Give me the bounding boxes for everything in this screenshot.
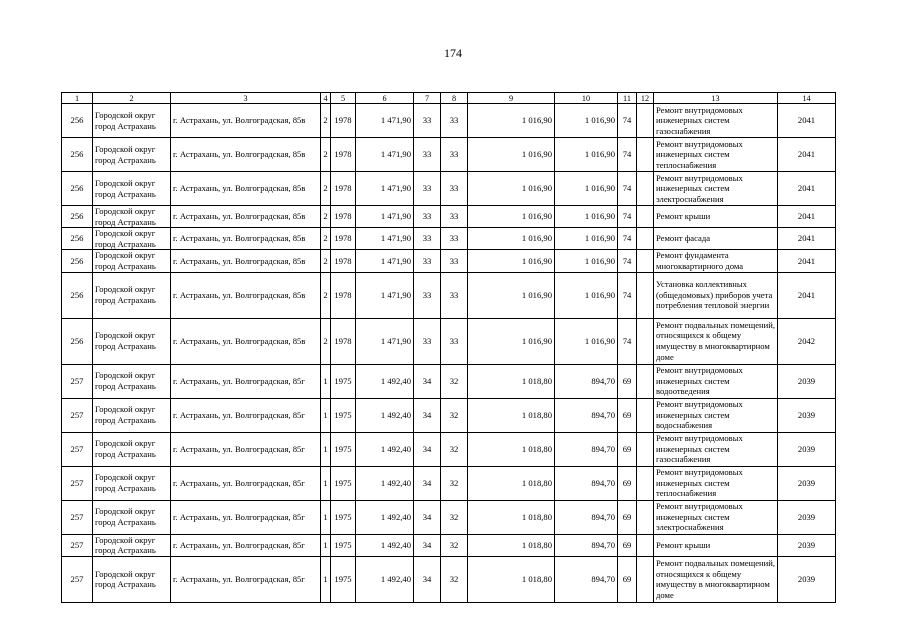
col-12-cell — [637, 172, 654, 206]
col-7-cell: 34 — [414, 466, 441, 500]
total-area-cell: 1 492,40 — [356, 534, 414, 556]
work-type-cell: Ремонт фундамента многоквартирного дома — [654, 250, 778, 272]
build-year-cell: 1978 — [331, 318, 356, 364]
total-area-cell: 1 492,40 — [356, 556, 414, 602]
col-8-cell: 32 — [441, 534, 468, 556]
work-type-cell: Ремонт внутридомовых инженерных систем электроснабжения — [654, 172, 778, 206]
municipality-cell: Городской округ город Астрахань — [93, 172, 171, 206]
col-4-cell: 2 — [321, 172, 331, 206]
col-4-cell: 1 — [321, 556, 331, 602]
total-area-cell: 1 492,40 — [356, 364, 414, 398]
col-7-cell: 34 — [414, 432, 441, 466]
municipality-cell: Городской округ город Астрахань — [93, 272, 171, 318]
col-12-cell — [637, 228, 654, 250]
col-8-cell: 33 — [441, 318, 468, 364]
municipality-cell: Городской округ город Астрахань — [93, 534, 171, 556]
municipality-cell: Городской округ город Астрахань — [93, 556, 171, 602]
address-cell: г. Астрахань, ул. Волгоградская, 85г — [171, 500, 321, 534]
address-cell: г. Астрахань, ул. Волгоградская, 85в — [171, 272, 321, 318]
column-number-10: 10 — [555, 93, 618, 104]
address-cell: г. Астрахань, ул. Волгоградская, 85в — [171, 172, 321, 206]
planned-year-cell: 2039 — [778, 364, 836, 398]
area-10-cell: 1 016,90 — [555, 172, 618, 206]
page-number: 174 — [444, 46, 462, 60]
area-10-cell: 1 016,90 — [555, 228, 618, 250]
planned-year-cell: 2039 — [778, 534, 836, 556]
municipality-cell: Городской округ город Астрахань — [93, 398, 171, 432]
address-cell: г. Астрахань, ул. Волгоградская, 85г — [171, 398, 321, 432]
col-4-cell: 1 — [321, 500, 331, 534]
col-7-cell: 33 — [414, 104, 441, 138]
area-9-cell: 1 016,90 — [468, 272, 555, 318]
work-type-cell: Ремонт внутридомовых инженерных систем водоотведения — [654, 364, 778, 398]
col-4-cell: 2 — [321, 250, 331, 272]
area-10-cell: 1 016,90 — [555, 272, 618, 318]
work-type-cell: Ремонт внутридомовых инженерных систем теплоснабжения — [654, 138, 778, 172]
total-area-cell: 1 471,90 — [356, 250, 414, 272]
col-12-cell — [637, 318, 654, 364]
col-12-cell — [637, 138, 654, 172]
column-number-5: 5 — [331, 93, 356, 104]
col-11-cell: 74 — [618, 138, 637, 172]
area-10-cell: 1 016,90 — [555, 250, 618, 272]
col-4-cell: 2 — [321, 272, 331, 318]
col-11-cell: 69 — [618, 534, 637, 556]
municipality-cell: Городской округ город Астрахань — [93, 228, 171, 250]
work-type-cell: Ремонт крыши — [654, 206, 778, 228]
table-row — [62, 500, 836, 534]
col-11-cell: 74 — [618, 172, 637, 206]
table-row — [62, 228, 836, 250]
planned-year-cell: 2039 — [778, 432, 836, 466]
planned-year-cell: 2039 — [778, 466, 836, 500]
col-8-cell: 32 — [441, 466, 468, 500]
municipality-cell: Городской округ город Астрахань — [93, 138, 171, 172]
area-9-cell: 1 016,90 — [468, 250, 555, 272]
col-12-cell — [637, 364, 654, 398]
col-12-cell — [637, 432, 654, 466]
area-9-cell: 1 018,80 — [468, 500, 555, 534]
municipality-cell: Городской округ город Астрахань — [93, 500, 171, 534]
build-year-cell: 1975 — [331, 432, 356, 466]
table-row — [62, 556, 836, 602]
area-10-cell: 1 016,90 — [555, 104, 618, 138]
planned-year-cell: 2039 — [778, 398, 836, 432]
col-7-cell: 33 — [414, 206, 441, 228]
col-4-cell: 2 — [321, 318, 331, 364]
col-8-cell: 32 — [441, 556, 468, 602]
build-year-cell: 1975 — [331, 534, 356, 556]
col-4-cell: 1 — [321, 534, 331, 556]
col-7-cell: 33 — [414, 228, 441, 250]
col-4-cell: 2 — [321, 228, 331, 250]
planned-year-cell: 2042 — [778, 318, 836, 364]
address-cell: г. Астрахань, ул. Волгоградская, 85в — [171, 206, 321, 228]
work-type-cell: Ремонт подвальных помещений, относящихся к общему имуществу в многоквартирном доме — [654, 318, 778, 364]
column-number-12: 12 — [637, 93, 654, 104]
col-4-cell: 2 — [321, 138, 331, 172]
row-number-cell: 257 — [62, 398, 93, 432]
col-4-cell: 1 — [321, 364, 331, 398]
build-year-cell: 1975 — [331, 556, 356, 602]
col-8-cell: 33 — [441, 104, 468, 138]
col-11-cell: 74 — [618, 228, 637, 250]
work-type-cell: Ремонт внутридомовых инженерных систем газоснабжения — [654, 432, 778, 466]
build-year-cell: 1978 — [331, 272, 356, 318]
table-row — [62, 206, 836, 228]
col-7-cell: 34 — [414, 364, 441, 398]
col-8-cell: 33 — [441, 272, 468, 318]
area-10-cell: 1 016,90 — [555, 318, 618, 364]
col-11-cell: 74 — [618, 250, 637, 272]
col-8-cell: 33 — [441, 138, 468, 172]
column-number-11: 11 — [618, 93, 637, 104]
col-11-cell: 74 — [618, 206, 637, 228]
col-12-cell — [637, 104, 654, 138]
table-row — [62, 318, 836, 364]
row-number-cell: 256 — [62, 250, 93, 272]
col-8-cell: 32 — [441, 364, 468, 398]
address-cell: г. Астрахань, ул. Волгоградская, 85в — [171, 138, 321, 172]
municipality-cell: Городской округ город Астрахань — [93, 432, 171, 466]
row-number-cell: 256 — [62, 206, 93, 228]
col-8-cell: 32 — [441, 432, 468, 466]
column-number-2: 2 — [93, 93, 171, 104]
municipality-cell: Городской округ город Астрахань — [93, 250, 171, 272]
municipality-cell: Городской округ город Астрахань — [93, 104, 171, 138]
col-4-cell: 1 — [321, 466, 331, 500]
work-type-cell: Ремонт внутридомовых инженерных систем водоснабжения — [654, 398, 778, 432]
column-number-13: 13 — [654, 93, 778, 104]
area-9-cell: 1 018,80 — [468, 398, 555, 432]
build-year-cell: 1975 — [331, 364, 356, 398]
col-7-cell: 33 — [414, 272, 441, 318]
work-type-cell: Ремонт внутридомовых инженерных систем газоснабжения — [654, 104, 778, 138]
area-10-cell: 1 016,90 — [555, 138, 618, 172]
area-9-cell: 1 016,90 — [468, 206, 555, 228]
col-4-cell: 2 — [321, 206, 331, 228]
col-12-cell — [637, 398, 654, 432]
row-number-cell: 256 — [62, 138, 93, 172]
address-cell: г. Астрахань, ул. Волгоградская, 85в — [171, 104, 321, 138]
total-area-cell: 1 492,40 — [356, 500, 414, 534]
build-year-cell: 1975 — [331, 466, 356, 500]
build-year-cell: 1978 — [331, 138, 356, 172]
row-number-cell: 256 — [62, 228, 93, 250]
col-7-cell: 34 — [414, 556, 441, 602]
col-7-cell: 33 — [414, 172, 441, 206]
col-4-cell: 1 — [321, 398, 331, 432]
table-row — [62, 104, 836, 138]
area-9-cell: 1 016,90 — [468, 138, 555, 172]
table-row — [62, 138, 836, 172]
build-year-cell: 1978 — [331, 228, 356, 250]
row-number-cell: 257 — [62, 556, 93, 602]
col-8-cell: 32 — [441, 500, 468, 534]
planned-year-cell: 2041 — [778, 250, 836, 272]
row-number-cell: 257 — [62, 364, 93, 398]
column-number-8: 8 — [441, 93, 468, 104]
address-cell: г. Астрахань, ул. Волгоградская, 85г — [171, 364, 321, 398]
area-10-cell: 1 016,90 — [555, 206, 618, 228]
area-9-cell: 1 016,90 — [468, 318, 555, 364]
work-type-cell: Ремонт внутридомовых инженерных систем электроснабжения — [654, 500, 778, 534]
area-10-cell: 894,70 — [555, 432, 618, 466]
col-11-cell: 69 — [618, 556, 637, 602]
total-area-cell: 1 471,90 — [356, 228, 414, 250]
column-number-1: 1 — [62, 93, 93, 104]
column-number-3: 3 — [171, 93, 321, 104]
col-7-cell: 33 — [414, 138, 441, 172]
address-cell: г. Астрахань, ул. Волгоградская, 85в — [171, 228, 321, 250]
col-7-cell: 34 — [414, 500, 441, 534]
table-row — [62, 172, 836, 206]
col-11-cell: 69 — [618, 500, 637, 534]
area-10-cell: 894,70 — [555, 398, 618, 432]
row-number-cell: 256 — [62, 272, 93, 318]
table-row — [62, 432, 836, 466]
build-year-cell: 1975 — [331, 500, 356, 534]
table-row — [62, 466, 836, 500]
address-cell: г. Астрахань, ул. Волгоградская, 85г — [171, 556, 321, 602]
build-year-cell: 1978 — [331, 104, 356, 138]
planned-year-cell: 2039 — [778, 556, 836, 602]
area-9-cell: 1 018,80 — [468, 432, 555, 466]
col-11-cell: 74 — [618, 104, 637, 138]
area-9-cell: 1 018,80 — [468, 364, 555, 398]
row-number-cell: 257 — [62, 534, 93, 556]
col-8-cell: 33 — [441, 206, 468, 228]
col-11-cell: 74 — [618, 318, 637, 364]
row-number-cell: 257 — [62, 432, 93, 466]
municipality-cell: Городской округ город Астрахань — [93, 364, 171, 398]
area-10-cell: 894,70 — [555, 500, 618, 534]
build-year-cell: 1978 — [331, 250, 356, 272]
col-11-cell: 69 — [618, 398, 637, 432]
row-number-cell: 257 — [62, 500, 93, 534]
total-area-cell: 1 471,90 — [356, 172, 414, 206]
area-9-cell: 1 018,80 — [468, 556, 555, 602]
planned-year-cell: 2041 — [778, 206, 836, 228]
column-number-6: 6 — [356, 93, 414, 104]
total-area-cell: 1 471,90 — [356, 206, 414, 228]
col-8-cell: 33 — [441, 228, 468, 250]
total-area-cell: 1 492,40 — [356, 466, 414, 500]
total-area-cell: 1 471,90 — [356, 138, 414, 172]
col-7-cell: 34 — [414, 534, 441, 556]
work-type-cell: Ремонт фасада — [654, 228, 778, 250]
work-type-cell: Ремонт подвальных помещений, относящихся к общему имуществу в многоквартирном доме — [654, 556, 778, 602]
row-number-cell: 256 — [62, 172, 93, 206]
col-12-cell — [637, 250, 654, 272]
table-body — [62, 104, 836, 603]
table-row — [62, 364, 836, 398]
area-9-cell: 1 016,90 — [468, 104, 555, 138]
row-number-cell: 257 — [62, 466, 93, 500]
capital-repair-table — [61, 92, 836, 603]
col-11-cell: 69 — [618, 432, 637, 466]
total-area-cell: 1 492,40 — [356, 398, 414, 432]
planned-year-cell: 2039 — [778, 500, 836, 534]
col-11-cell: 74 — [618, 272, 637, 318]
work-type-cell: Ремонт крыши — [654, 534, 778, 556]
total-area-cell: 1 471,90 — [356, 318, 414, 364]
planned-year-cell: 2041 — [778, 138, 836, 172]
column-number-row — [62, 93, 836, 104]
col-7-cell: 33 — [414, 250, 441, 272]
row-number-cell: 256 — [62, 318, 93, 364]
municipality-cell: Городской округ город Астрахань — [93, 318, 171, 364]
address-cell: г. Астрахань, ул. Волгоградская, 85г — [171, 534, 321, 556]
column-number-4: 4 — [321, 93, 331, 104]
area-10-cell: 894,70 — [555, 534, 618, 556]
address-cell: г. Астрахань, ул. Волгоградская, 85в — [171, 250, 321, 272]
work-type-cell: Установка коллективных (общедомовых) приборов учета потребления тепловой энергии — [654, 272, 778, 318]
col-8-cell: 33 — [441, 172, 468, 206]
build-year-cell: 1978 — [331, 172, 356, 206]
area-10-cell: 894,70 — [555, 364, 618, 398]
col-12-cell — [637, 466, 654, 500]
address-cell: г. Астрахань, ул. Волгоградская, 85в — [171, 318, 321, 364]
area-9-cell: 1 016,90 — [468, 228, 555, 250]
col-4-cell: 1 — [321, 432, 331, 466]
col-8-cell: 32 — [441, 398, 468, 432]
col-12-cell — [637, 206, 654, 228]
planned-year-cell: 2041 — [778, 272, 836, 318]
total-area-cell: 1 471,90 — [356, 104, 414, 138]
total-area-cell: 1 471,90 — [356, 272, 414, 318]
area-9-cell: 1 016,90 — [468, 172, 555, 206]
planned-year-cell: 2041 — [778, 172, 836, 206]
col-7-cell: 34 — [414, 398, 441, 432]
area-9-cell: 1 018,80 — [468, 466, 555, 500]
col-12-cell — [637, 556, 654, 602]
planned-year-cell: 2041 — [778, 228, 836, 250]
col-8-cell: 33 — [441, 250, 468, 272]
municipality-cell: Городской округ город Астрахань — [93, 466, 171, 500]
work-type-cell: Ремонт внутридомовых инженерных систем теплоснабжения — [654, 466, 778, 500]
total-area-cell: 1 492,40 — [356, 432, 414, 466]
municipality-cell: Городской округ город Астрахань — [93, 206, 171, 228]
col-12-cell — [637, 500, 654, 534]
address-cell: г. Астрахань, ул. Волгоградская, 85г — [171, 432, 321, 466]
table-row — [62, 534, 836, 556]
col-4-cell: 2 — [321, 104, 331, 138]
table-row — [62, 250, 836, 272]
area-10-cell: 894,70 — [555, 556, 618, 602]
column-number-7: 7 — [414, 93, 441, 104]
col-7-cell: 33 — [414, 318, 441, 364]
column-number-14: 14 — [778, 93, 836, 104]
table-row — [62, 272, 836, 318]
col-12-cell — [637, 534, 654, 556]
planned-year-cell: 2041 — [778, 104, 836, 138]
col-12-cell — [637, 272, 654, 318]
col-11-cell: 69 — [618, 364, 637, 398]
col-11-cell: 69 — [618, 466, 637, 500]
area-10-cell: 894,70 — [555, 466, 618, 500]
row-number-cell: 256 — [62, 104, 93, 138]
address-cell: г. Астрахань, ул. Волгоградская, 85г — [171, 466, 321, 500]
build-year-cell: 1975 — [331, 398, 356, 432]
build-year-cell: 1978 — [331, 206, 356, 228]
column-number-9: 9 — [468, 93, 555, 104]
area-9-cell: 1 018,80 — [468, 534, 555, 556]
table-row — [62, 398, 836, 432]
